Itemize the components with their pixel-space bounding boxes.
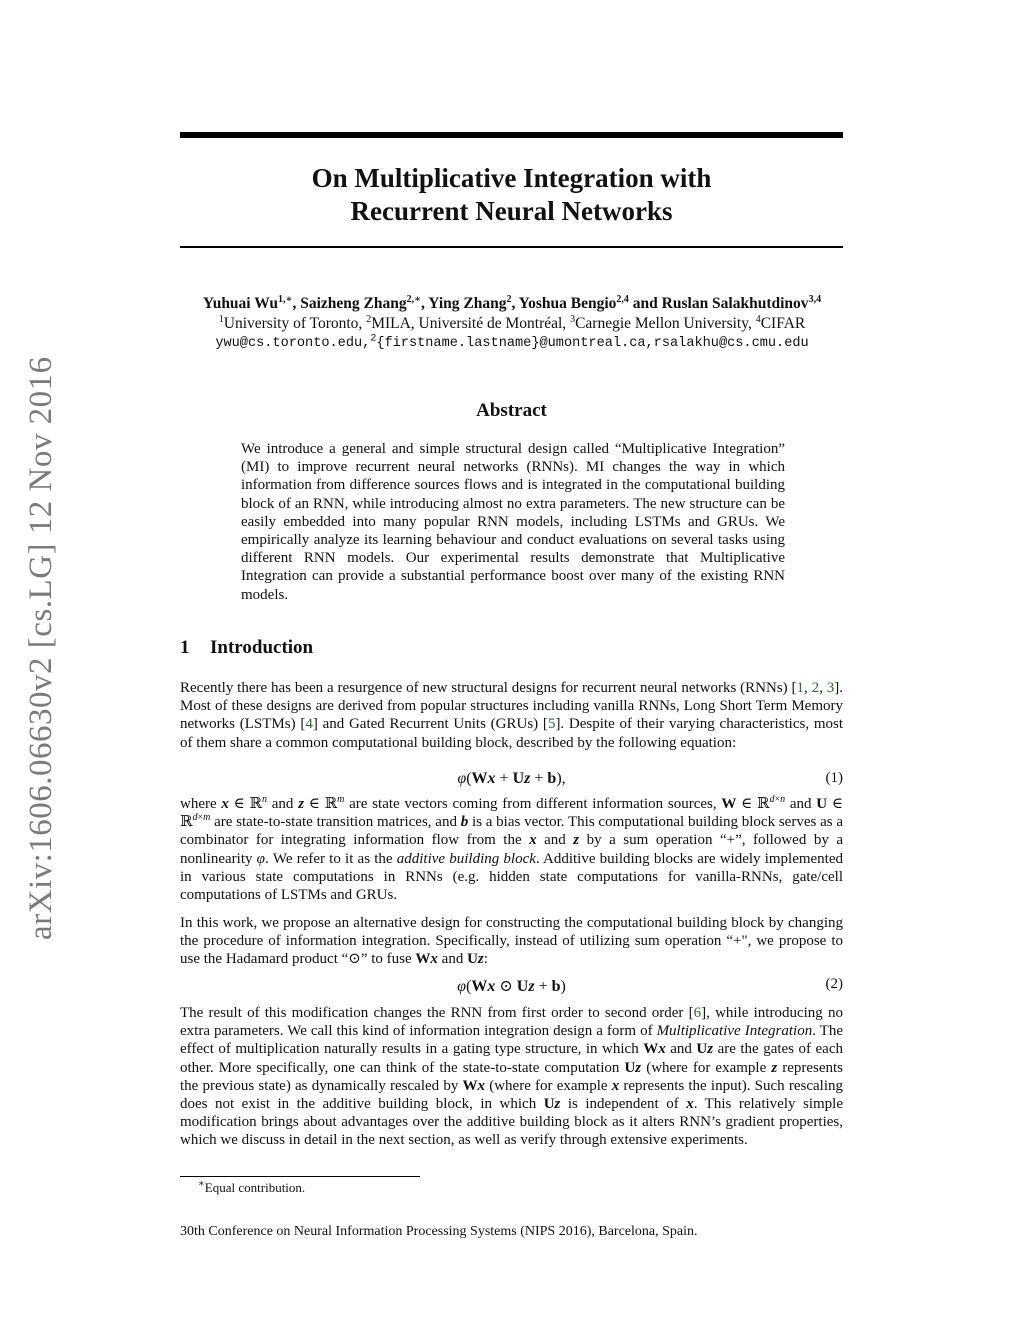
intro-paragraph-4: The result of this modification changes the RNN from first order to second order [6], while introducing no extra parameters. We call this kind of information integration design a form of Multiplicative Integration. The effect of multiplication naturally results in a gating type structure, in which Wx and Uz are the gates of each other. More specifically, one can think of the state-to-state computation Uz (where for example z represents the previous state) as dynamically rescaled by Wx (where for example x represents the input). Such rescaling does not exist in the additive building block, in which Uz is independent of x. This relatively simple modification brings about advantages over the additive building block as it alters RNN’s gradient properties, which we discuss in detail in the next section, as well as verify through extensive experiments. bbox=[180, 1005, 844, 1149]
citation-link[interactable]: 2 bbox=[811, 680, 820, 696]
section-number: 1 bbox=[180, 637, 190, 658]
equation-1-number: (1) bbox=[825, 770, 843, 786]
paper-title bbox=[180, 162, 843, 228]
abstract-text: We introduce a general and simple structural design called “Multiplicative Integration” (MI) to improve recurrent neural networks (RNNs). MI changes the way in which information from difference sources flows and is integrated in the computational building block of an RNN, while introducing almost no extra parameters. The new structure can be easily embedded into many popular RNN models, including LSTMs and GRUs. We empirically analyze its learning behaviour and conduct evaluations on several tasks using different RNN models. Our experimental results demonstrate that Multiplicative Integration can provide a substantial performance boost over many of the existing RNN models. bbox=[241, 441, 785, 603]
title-line-1: On Multiplicative Integration with bbox=[311, 163, 712, 193]
citation-link[interactable]: 1 bbox=[796, 680, 805, 696]
intro-paragraph-1: Recently there has been a resurgence of new structural designs for recurrent neural networks (RNNs) [1, 2, 3]. Most of these designs are derived from popular structures including vanilla RNNs, Long Short Term Memory networks (LSTMs) [4] and Gated Recurrent Units (GRUs) [5]. Despite of their varying characteristics, most of them share a common computational building block, described by the following equation: bbox=[180, 680, 844, 751]
title-rule-bottom bbox=[180, 246, 843, 248]
author-block bbox=[150, 294, 874, 354]
citation-link[interactable]: 5 bbox=[547, 716, 556, 733]
citation-link[interactable]: 6 bbox=[693, 1005, 702, 1021]
intro-paragraph-3: In this work, we propose an alternative design for constructing the computational building block by changing the procedure of information integration. Specifically, instead of utilizing sum operation “+", we propose to use the Hadamard product “⊙” to fuse Wx and Uz: bbox=[180, 915, 843, 968]
equation-1 bbox=[180, 770, 843, 788]
equation-2-body: φ(Wx ⊙ Uz + b) bbox=[457, 978, 566, 995]
conference-notice: 30th Conference on Neural Information Processing Systems (NIPS 2016), Barcelona, Spain. bbox=[180, 1224, 698, 1239]
footnote: ∗Equal contribution. bbox=[198, 1178, 306, 1195]
citation-link[interactable]: 4 bbox=[305, 716, 313, 733]
title-line-2: Recurrent Neural Networks bbox=[350, 196, 673, 226]
section-title: Introduction bbox=[210, 637, 314, 658]
author-emails: ywu@cs.toronto.edu,$^2${firstname.lastname}@umontreal.ca,rsalakhu@cs.cmu.edu bbox=[215, 333, 809, 351]
abstract-heading: Abstract bbox=[476, 400, 547, 421]
citation-link[interactable]: 3 bbox=[826, 680, 835, 696]
arxiv-stamp: arXiv:1606.06630v2 [cs.LG] 12 Nov 2016 bbox=[23, 356, 59, 940]
author-names: Yuhuai $Wu^{1,∗}$, Saizheng Zhang$^{2,∗}$, Ying Zhang$^2$, Yoshua Bengio$^{2,4}$ and Ruslan Salakhutdinov$^{3,4}$ bbox=[202, 293, 822, 312]
author-affiliations: $^1$University of Toronto, $^2$MILA, Université de Montréal, $^3$Carnegie Mellon University, $^4$CIFAR bbox=[218, 313, 806, 332]
equation-2 bbox=[180, 976, 843, 996]
equation-1-body: φ(Wx + Uz + b), bbox=[457, 770, 566, 787]
title-rule-top bbox=[180, 132, 843, 138]
section-heading bbox=[180, 637, 313, 659]
intro-paragraph-2: where x ∈ ℝ$^n$ and z ∈ ℝ$^m$ are state vectors coming from different information sources, W ∈ ℝ$^{d\times n}$ and U ∈ ℝ$^{d\times m}$ are state-to-state transition matrices, and b is a bias vector. This computational building block serves as a combinator for integrating information flow from the x and z by a sum operation “+”, followed by a nonlinearity φ. We refer to it as the additive building block. Additive building blocks are widely implemented in various state computations in RNNs (e.g. hidden state computations for vanilla-RNNs, gate/cell computations of LSTMs and GRUs. bbox=[180, 794, 844, 904]
equation-2-number: (2) bbox=[825, 976, 843, 992]
footnote-rule bbox=[180, 1176, 420, 1177]
